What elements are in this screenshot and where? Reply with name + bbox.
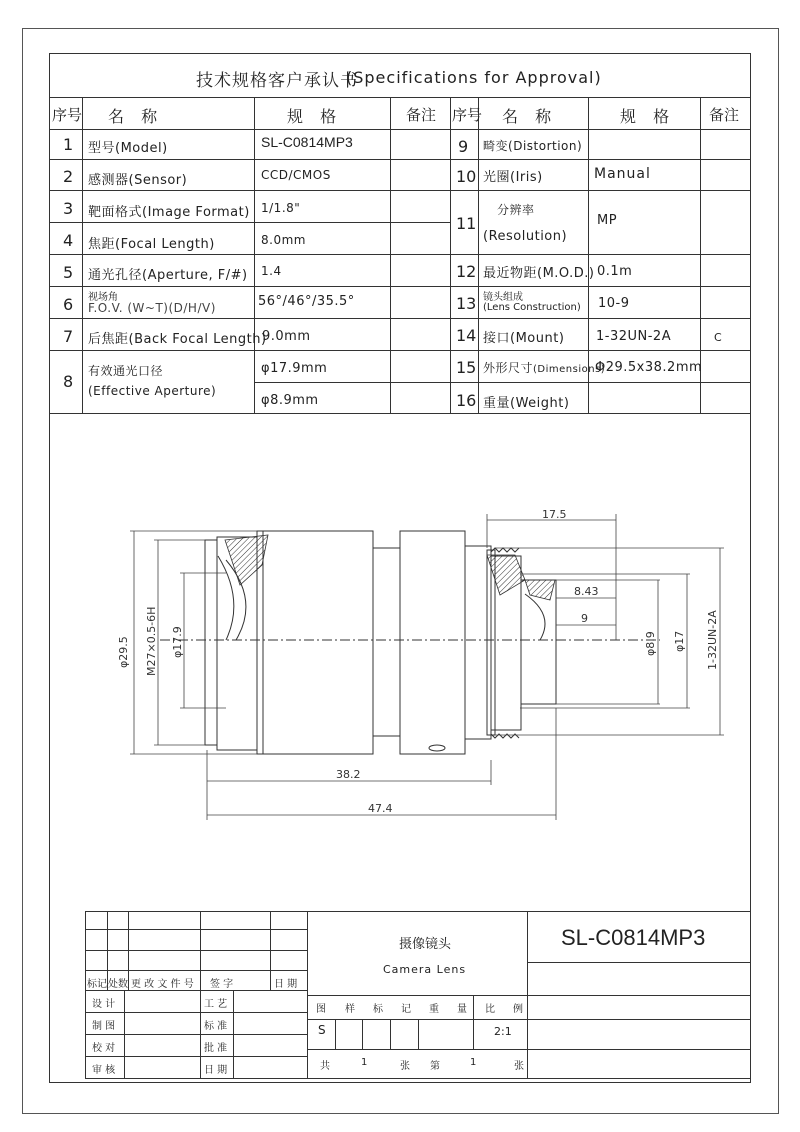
row-name-en: (Resolution) bbox=[483, 229, 568, 244]
row-no: 1 bbox=[63, 135, 74, 154]
row-name: 型号(Model) bbox=[88, 141, 168, 156]
row-no: 14 bbox=[456, 326, 477, 345]
row-name: 光圈(Iris) bbox=[483, 170, 543, 185]
row-no: 2 bbox=[63, 167, 74, 186]
row-name: 最近物距(M.O.D.) bbox=[483, 266, 595, 281]
row-no: 7 bbox=[63, 327, 74, 346]
header-no-right: 序号 bbox=[452, 106, 483, 124]
role-check: 校 对 bbox=[92, 1043, 116, 1054]
row-name-cn: 分辨率 bbox=[497, 203, 535, 217]
dim-8-43: 8.43 bbox=[574, 585, 599, 598]
row-name-en: (Lens Construction) bbox=[483, 302, 581, 313]
total-label: 共 bbox=[320, 1061, 330, 1072]
rev-mark: 标记 bbox=[87, 979, 107, 990]
header-spec-left: 规 格 bbox=[287, 107, 343, 126]
row-no: 15 bbox=[456, 358, 477, 377]
row-no: 16 bbox=[456, 391, 477, 410]
dim-17-5: 17.5 bbox=[542, 508, 567, 521]
row-value: 1-32UN-2A bbox=[596, 329, 672, 344]
row-name: 通光孔径(Aperture, F/#) bbox=[88, 268, 248, 283]
weight-h: 量 bbox=[457, 1004, 467, 1015]
mark-h: 记 bbox=[401, 1004, 411, 1015]
total-value: 1 bbox=[361, 1057, 368, 1068]
row-value: 8.0mm bbox=[261, 233, 306, 247]
row-value-2: φ8.9mm bbox=[261, 393, 319, 408]
dim-17-9: φ17.9 bbox=[171, 626, 184, 658]
title-cn: 技术规格客户承认书 bbox=[196, 71, 358, 91]
row-name: 外形尺寸(Dimensions) bbox=[483, 361, 606, 375]
rev-doc: 更 改 文 件 号 bbox=[131, 979, 194, 990]
row-value: MP bbox=[597, 213, 618, 228]
row-name-en: F.O.V. (W~T)(D/H/V) bbox=[88, 301, 216, 315]
dim-8-9: φ8.9 bbox=[644, 631, 657, 656]
dim-29-5: φ29.5 bbox=[117, 636, 130, 668]
dim-thread: M27×0.5-6H bbox=[145, 606, 158, 676]
dim-mount: 1-32UN-2A bbox=[706, 610, 719, 670]
title-block-model: SL-C0814MP3 bbox=[561, 925, 706, 950]
row-value: 0.1m bbox=[597, 264, 633, 279]
row-value: 1/1.8" bbox=[261, 201, 301, 215]
dim-38-2: 38.2 bbox=[336, 768, 361, 781]
total-unit: 张 bbox=[400, 1061, 410, 1072]
row-no: 5 bbox=[63, 263, 74, 282]
row-value: 56°/46°/35.5° bbox=[258, 294, 355, 309]
row-value: CCD/CMOS bbox=[261, 168, 331, 182]
product-en: Camera Lens bbox=[383, 963, 467, 976]
row-value-model: SL-C0814MP3 bbox=[261, 134, 353, 150]
scale-h: 例 bbox=[513, 1004, 523, 1015]
role-date: 日 期 bbox=[204, 1065, 228, 1076]
role-process: 工 艺 bbox=[204, 999, 228, 1010]
sheet-no-label: 第 bbox=[430, 1061, 440, 1072]
row-no: 13 bbox=[456, 294, 477, 313]
header-spec-right: 规 格 bbox=[620, 107, 676, 126]
weight-h: 重 bbox=[429, 1004, 439, 1015]
title-en: (Specifications for Approval) bbox=[346, 68, 602, 87]
rev-sign: 签 字 bbox=[210, 979, 234, 990]
row-no: 12 bbox=[456, 262, 477, 281]
scale-value: 2:1 bbox=[494, 1025, 512, 1038]
row-no: 9 bbox=[458, 137, 469, 156]
row-no: 4 bbox=[63, 231, 74, 250]
sheet-no-unit: 张 bbox=[514, 1061, 524, 1072]
scale-h: 比 bbox=[485, 1004, 495, 1015]
header-remark-right: 备注 bbox=[709, 106, 740, 124]
role-review: 审 核 bbox=[92, 1065, 116, 1076]
row-name-en: (Effective Aperture) bbox=[88, 384, 217, 398]
row-name-cn: 视场角 bbox=[88, 292, 118, 303]
row-no: 3 bbox=[63, 199, 74, 218]
role-draw: 制 图 bbox=[92, 1021, 116, 1032]
rev-count: 处数 bbox=[108, 979, 128, 990]
row-value: 1.4 bbox=[261, 264, 282, 278]
row-name: 重量(Weight) bbox=[483, 396, 570, 411]
mark-h: 标 bbox=[373, 1004, 383, 1015]
role-approve: 批 准 bbox=[204, 1043, 228, 1054]
mark-value: S bbox=[318, 1023, 326, 1037]
mark-h: 图 bbox=[316, 1004, 326, 1015]
row-name: 焦距(Focal Length) bbox=[88, 237, 215, 252]
row-name: 接口(Mount) bbox=[483, 331, 565, 346]
row-no: 8 bbox=[63, 372, 74, 391]
row-name-cn: 有效通光口径 bbox=[88, 364, 164, 378]
row-name: 感测器(Sensor) bbox=[88, 173, 188, 188]
row-value: 9.0mm bbox=[262, 329, 311, 344]
row-no: 11 bbox=[456, 214, 477, 233]
row-value: Manual bbox=[594, 166, 651, 182]
product-cn: 摄像镜头 bbox=[399, 937, 452, 952]
row-name-cn: 镜头组成 bbox=[483, 292, 523, 303]
row-name: 后焦距(Back Focal Length) bbox=[88, 332, 267, 347]
row-no: 6 bbox=[63, 295, 74, 314]
row-name: 畸变(Distortion) bbox=[483, 139, 583, 153]
row-value: Φ29.5x38.2mm bbox=[595, 360, 703, 375]
row-name: 靶面格式(Image Format) bbox=[88, 205, 250, 220]
rev-date: 日 期 bbox=[274, 979, 298, 990]
role-design: 设 计 bbox=[92, 999, 116, 1010]
row-no: 10 bbox=[456, 167, 477, 186]
header-no-left: 序号 bbox=[52, 106, 83, 124]
row-value: 10-9 bbox=[598, 296, 630, 311]
dim-9: 9 bbox=[581, 612, 588, 625]
row-remark: C bbox=[714, 331, 723, 344]
dim-47-4: 47.4 bbox=[368, 802, 393, 815]
sheet-no-value: 1 bbox=[470, 1057, 477, 1068]
mark-h: 样 bbox=[345, 1004, 355, 1015]
header-name-left: 名 称 bbox=[108, 107, 164, 126]
dim-17: φ17 bbox=[673, 630, 686, 652]
row-value: φ17.9mm bbox=[261, 361, 328, 376]
header-name-right: 名 称 bbox=[502, 107, 558, 126]
header-remark-left: 备注 bbox=[406, 106, 437, 124]
role-standard: 标 准 bbox=[204, 1021, 228, 1032]
